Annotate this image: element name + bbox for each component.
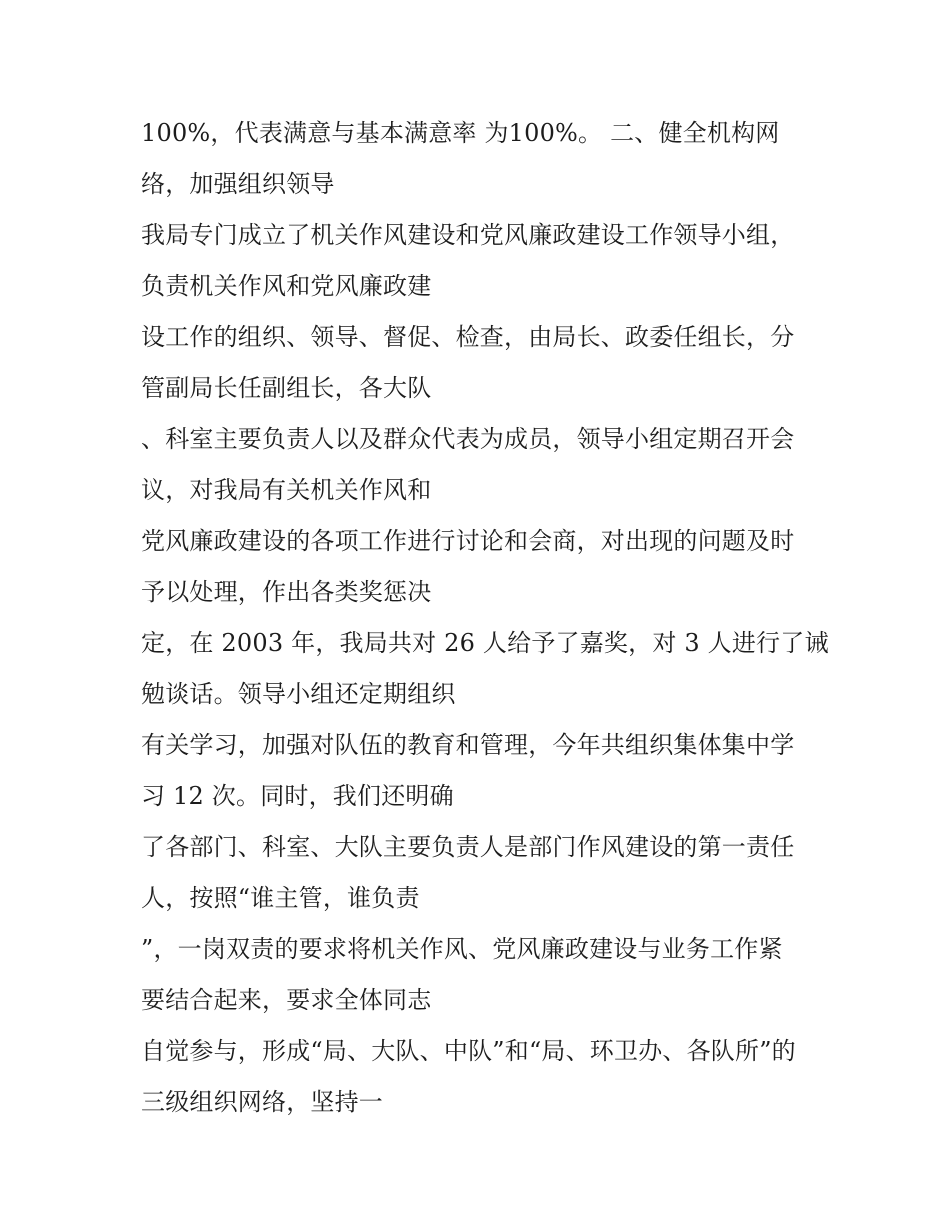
- text-line: 络，加强组织领导: [141, 170, 335, 198]
- text-line: ”，一岗双责的要求将机关作风、党风廉政建设与业务工作紧: [141, 935, 783, 963]
- text-line: 100%，代表满意与基本满意率 为100%。 二、健全机构网: [141, 119, 780, 147]
- text-line: 定，在 2003 年，我局共对 26 人给予了嘉奖，对 3 人进行了诫: [141, 629, 829, 657]
- text-line: 管副局长任副组长，各大队: [141, 374, 432, 402]
- body-text: [141, 108, 829, 1128]
- text-line: 党风廉政建设的各项工作进行讨论和会商，对出现的问题及时: [141, 527, 795, 555]
- text-line: 习 12 次。同时，我们还明确: [141, 782, 454, 810]
- text-line: 有关学习，加强对队伍的教育和管理，今年共组织集体集中学: [141, 731, 795, 759]
- text-line: 自觉参与，形成“局、大队、中队”和“局、环卫办、各队所”的: [141, 1037, 796, 1065]
- text-line: 人，按照“谁主管，谁负责: [141, 884, 420, 912]
- text-line: 了各部门、科室、大队主要负责人是部门作风建设的第一责任: [141, 833, 795, 861]
- text-line: 我局专门成立了机关作风建设和党风廉政建设工作领导小组，: [141, 221, 795, 249]
- text-line: 三级组织网络，坚持一: [141, 1088, 383, 1116]
- text-line: 设工作的组织、领导、督促、检查，由局长、政委任组长，分: [141, 323, 795, 351]
- text-line: 、科室主要负责人以及群众代表为成员，领导小组定期召开会: [141, 425, 795, 453]
- text-line: 勉谈话。领导小组还定期组织: [141, 680, 456, 708]
- text-line: 负责机关作风和党风廉政建: [141, 272, 432, 300]
- text-line: 要结合起来，要求全体同志: [141, 986, 432, 1014]
- text-line: 议，对我局有关机关作风和: [141, 476, 432, 504]
- text-line: 予以处理，作出各类奖惩决: [141, 578, 432, 606]
